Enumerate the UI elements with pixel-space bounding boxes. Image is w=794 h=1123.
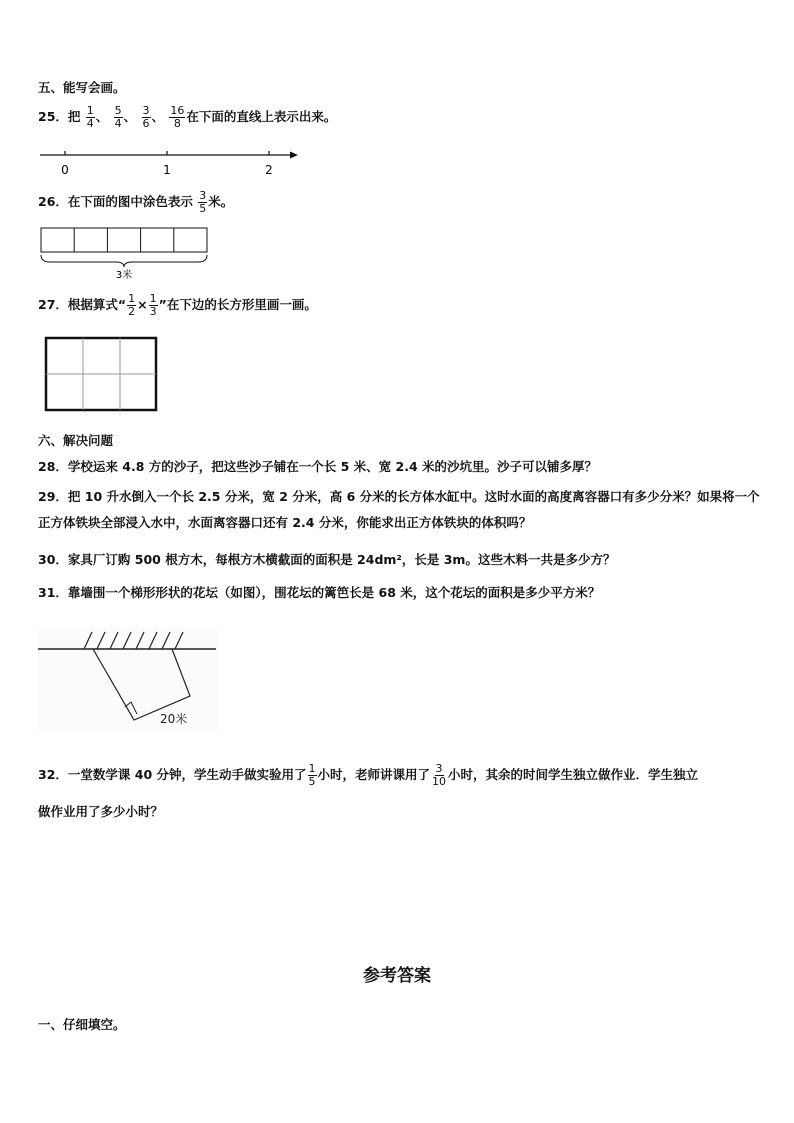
brace-label: 3米	[115, 270, 133, 281]
section-heading-5: 五、能写会画。	[38, 80, 126, 95]
flowerbed-figure	[38, 628, 218, 732]
fraction: $\frac{3}{10}$	[432, 762, 447, 788]
question-32-line2: 做作业用了多少小时？	[38, 804, 164, 819]
fraction: $\frac{1}{2}$	[128, 292, 136, 318]
answers-section-1: 一、仔细填空。	[38, 1017, 126, 1032]
grid-rectangle	[44, 336, 160, 414]
bar-outline	[41, 228, 207, 252]
axis-label: 0	[61, 163, 69, 177]
question-26: 26．在下面的图中涂色表示 $\frac{3}{5}$ 米。	[38, 189, 234, 215]
fraction: $\frac{1}{4}$	[86, 104, 94, 130]
figure-label: 20米	[160, 712, 188, 726]
axis-label: 1	[163, 163, 171, 177]
question-25: 25．把 $\frac{1}{4}$ 、 $\frac{5}{4}$ 、 $\frac{3}{6}$ 、 $\frac{16}{8}$ 在下面的直线上表示出来。	[38, 104, 337, 130]
question-27: 27．根据算式“ $\frac{1}{2}$ × $\frac{1}{3}$ ”在下边的长方形里画一画。	[38, 292, 317, 318]
question-29: 29．把 10 升水倒入一个长 2.5 分米，宽 2 分米，高 6 分米的长方体水缸中。这时水面的高度离容器口有多少分米？如果将一个正方体铁块全部浸入水中，水面离容器口还有 2.4 分米，你能求出正方体铁块的体积吗？	[38, 489, 760, 530]
section-heading-6: 六、解决问题	[38, 433, 114, 448]
fraction: $\frac{1}{3}$	[149, 292, 157, 318]
fraction: $\frac{16}{8}$	[170, 104, 185, 130]
question-30: 30．家具厂订购 500 根方木，每根方木横截面的面积是 24dm²，长是 3m。这些木料一共是多少方？	[38, 552, 616, 567]
segment-bar	[38, 225, 213, 281]
fraction: $\frac{3}{6}$	[142, 104, 150, 130]
fraction: $\frac{5}{4}$	[114, 104, 122, 130]
question-32: 32．一堂数学课 40 分钟，学生动手做实验用了 $\frac{1}{5}$ 小时，老师讲课用了 $\frac{3}{10}$ 小时，其余的时间学生独立做作业．学生独立	[38, 762, 699, 788]
axis-label: 2	[265, 163, 273, 177]
number-line	[38, 146, 308, 178]
question-28: 28．学校运来 4.8 方的沙子，把这些沙子铺在一个长 5 米、宽 2.4 米的沙坑里。沙子可以铺多厚？	[38, 459, 597, 474]
question-31: 31．靠墙围一个梯形形状的花坛（如图），围花坛的篱笆长是 68 米，这个花坛的面积是多少平方米？	[38, 585, 601, 600]
arrow-icon	[290, 152, 298, 159]
fraction: $\frac{3}{5}$	[199, 189, 207, 215]
fraction: $\frac{1}{5}$	[308, 762, 316, 788]
answers-title: 参考答案	[363, 966, 431, 986]
brace-icon	[41, 255, 207, 267]
